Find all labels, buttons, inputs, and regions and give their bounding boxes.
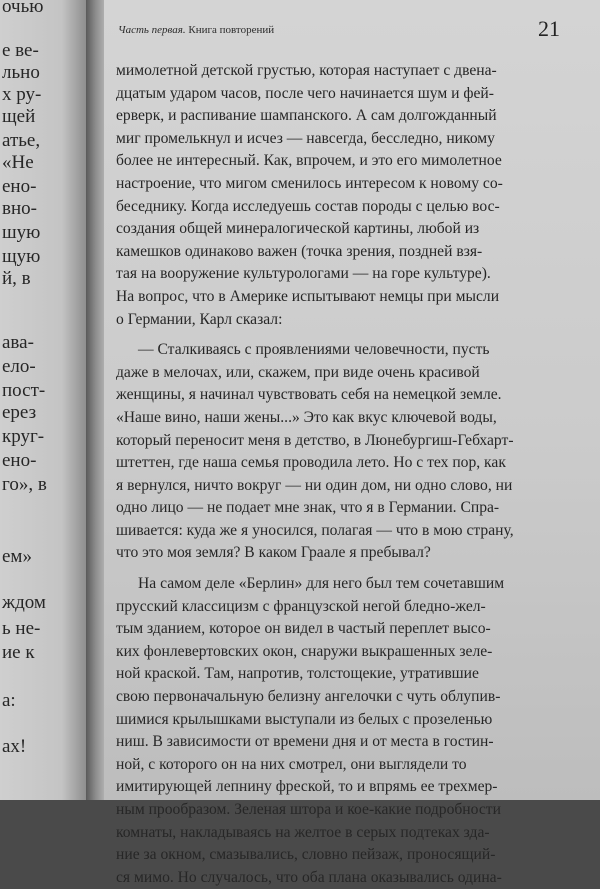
text-line: прусский классицизм с французской негой бледно-жел- [116, 597, 486, 615]
left-page-fragment: «Не [2, 152, 34, 173]
text-line: тая на вооружение культурологами — на горе культуре). [116, 265, 491, 283]
left-page-fragment: атье, [2, 130, 41, 151]
text-line: На вопрос, что в Америке испытывают немцы при мысли [116, 287, 500, 305]
text-line: комнаты, накладываясь на желтое в серых подтеках зда- [116, 823, 490, 841]
text-line: одно лицо — не подает мне знак, что я в Германии. Спра- [116, 499, 500, 517]
text-line: дцатым ударом часов, после чего начинается шум и фей- [116, 84, 494, 102]
page-number: 21 [538, 16, 560, 41]
text-line: тым зданием, которое он видел в частый переплет высо- [116, 620, 491, 638]
text-line: шимися крылышками выступали из белых с прозеленью [116, 710, 493, 728]
left-page-fragment: круг- [2, 426, 45, 447]
text-line: имитирующей лепнину фреской, то и впрямь ее трехмер- [116, 778, 498, 796]
text-line: шивается: куда же я уносился, полагая — что в мою страну, [116, 521, 514, 539]
left-page-fragment: ава- [2, 332, 34, 353]
text-line: штеттен, где наша семья проводила лето. Но с тех пор, как [116, 454, 506, 472]
text-line: свою первоначальную белизну ангелочки с чуть облупив- [116, 688, 501, 706]
left-page-fragment: й, в [2, 268, 31, 289]
text-line: беседнику. Когда исследуешь состав породы с целью вос- [116, 197, 500, 215]
text-line: миг промелькнул и исчез — навсегда, бесследно, никому [116, 129, 495, 147]
running-head [118, 24, 274, 36]
text-line: более не интересный. Как, впрочем, и это его мимолетное [116, 152, 502, 170]
left-page-fragment: ерез [2, 402, 37, 423]
text-line: ерверк, и распивание шампанского. А сам долгожданный [116, 107, 497, 125]
text-line: я вернулся, ничто вокруг — ни один дом, ни одно слово, ни [116, 476, 513, 494]
left-page-fragment: а: [2, 690, 16, 711]
left-page-fragment: очью [2, 0, 44, 17]
left-page-fragment: ах! [2, 736, 27, 757]
left-page-fragment: ие к [2, 642, 35, 663]
text-line: «Наше вино, наши жены...» Это как вкус ключевой воды, [116, 408, 497, 426]
text-line: камешков одинаково важен (точка зрения, поздней взя- [116, 242, 483, 260]
text-line: даже в мелочах, или, скажем, при виде очень красивой [116, 363, 480, 381]
left-page-fragment: льно [2, 62, 40, 83]
left-page-fragment: ь не- [2, 618, 41, 639]
body-text [116, 60, 564, 889]
left-page-fragment: пост- [2, 380, 46, 401]
page-header [118, 16, 588, 44]
left-page-fragment: ено- [2, 450, 37, 471]
text-line: ниш. В зависимости от времени дня и от места в гостин- [116, 733, 494, 751]
text-line: ной краской. Там, напротив, толстощекие, утратившие [116, 665, 479, 683]
text-line: ких фонлевертовских окон, снаружи выкрашенных зеле- [116, 642, 493, 660]
left-page-fragment: ено- [2, 176, 37, 197]
text-line: о Германии, Карл сказал: [116, 310, 283, 328]
left-page-fragment: щую [2, 246, 41, 267]
text-line: мимолетной детской грустью, которая наступает с двена- [116, 62, 497, 79]
left-page-fragment: го», в [2, 474, 47, 495]
text-line: ной, с которого он на них смотрел, они выглядели то [116, 755, 467, 773]
left-page-fragment: щей [2, 106, 36, 127]
text-line: создания общей минералогической картины, любой из [116, 220, 480, 238]
running-head-title: Книга повторений [188, 24, 275, 36]
running-head-part: Часть первая. [118, 24, 186, 36]
text-line: ным прообразом. Зеленая штора и кое-какие подробности [116, 801, 501, 818]
left-page-fragment: ждом [2, 592, 46, 613]
left-page-fragment: шую [2, 222, 41, 243]
text-line: На самом деле «Берлин» для него был тем сочетавшим [138, 575, 505, 593]
text-line: который переносит меня в детство, в Люнебургиш-Гебхарт- [116, 431, 514, 449]
text-line: настроение, что мигом сменилось интересом к новому со- [116, 174, 503, 192]
left-page-fragment: вно- [2, 198, 37, 219]
text-line: — Сталкиваясь с проявлениями человечности, пусть [138, 341, 490, 359]
text-line: что это моя земля? В каком Граале я пребывал? [116, 544, 431, 562]
left-page-fragment: х ру- [2, 84, 42, 105]
left-page-fragment: ем» [2, 546, 32, 567]
left-page-fragment: е ве- [2, 40, 39, 61]
left-page-edge [0, 0, 88, 800]
right-page [104, 0, 600, 886]
text-line: женщины, я начинал чувствовать себя на немецкой земле. [116, 386, 502, 404]
text-line: ние за окном, смазывались, словно пейзаж, проносящий- [116, 846, 496, 864]
text-line: ся мимо. Но случалось, что оба плана оказывались одина- [116, 868, 502, 886]
left-page-fragment: ело- [2, 356, 36, 377]
